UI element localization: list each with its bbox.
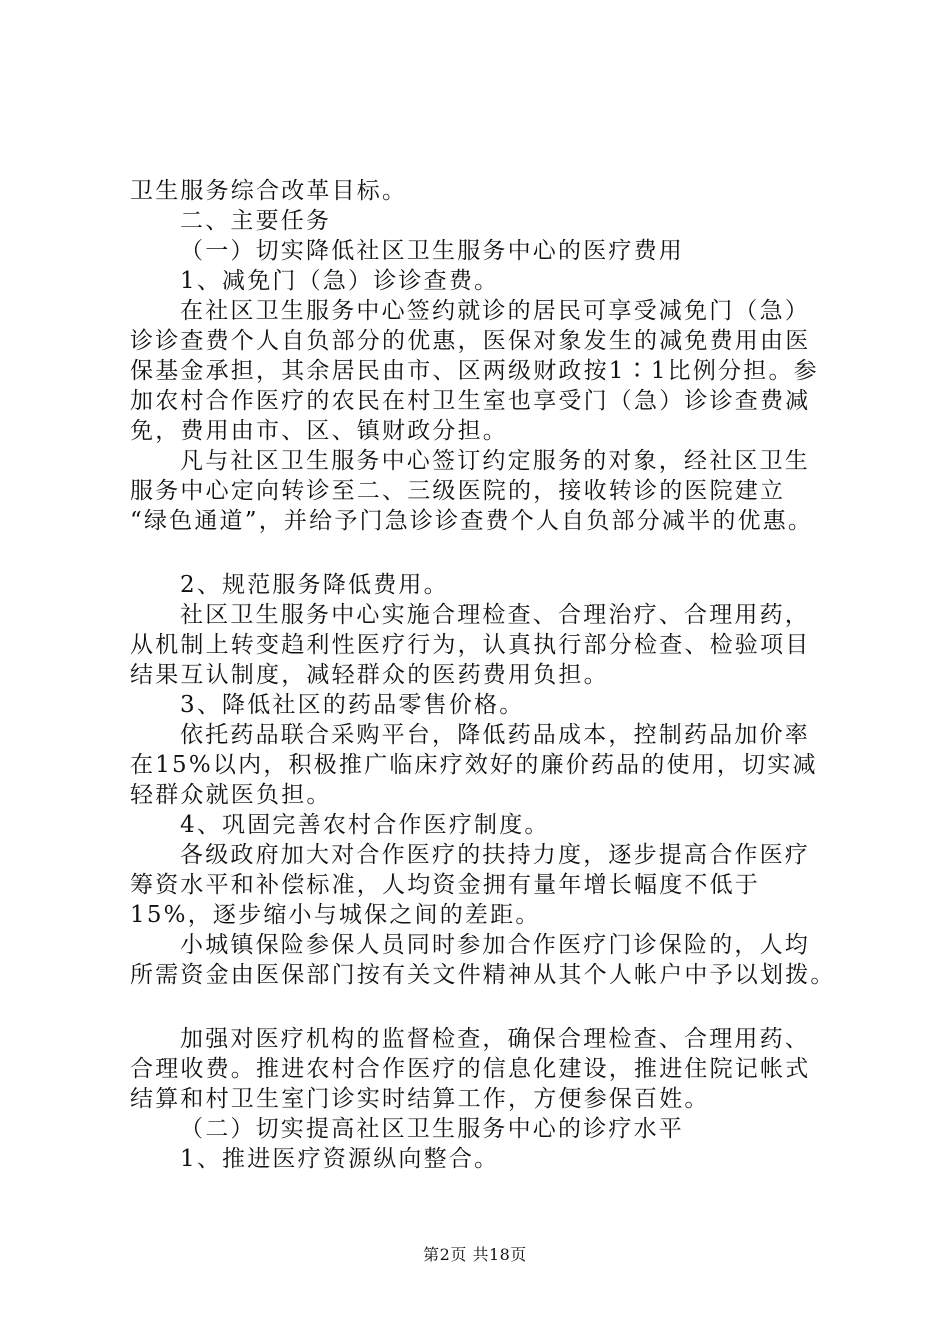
- subsection-heading: （一）切实降低社区卫生服务中心的医疗费用: [180, 238, 684, 264]
- paragraph-line: 在社区卫生服务中心签约就诊的居民可享受减免门（急）: [180, 298, 810, 324]
- document-body: [130, 176, 836, 1174]
- paragraph-line: 保基金承担，其余居民由市、区两级财政按1∶1比例分担。参: [130, 358, 819, 384]
- item-heading: 3、降低社区的药品零售价格。: [180, 692, 525, 718]
- item-heading: 4、巩固完善农村合作医疗制度。: [180, 812, 550, 838]
- item-heading: 2、规范服务降低费用。: [180, 572, 449, 598]
- paragraph-line: 筹资水平和补偿标准，人均资金拥有量年增长幅度不低于: [130, 872, 760, 898]
- paragraph-line: 服务中心定向转诊至二、三级医院的，接收转诊的医院建立: [130, 478, 786, 504]
- paragraph-line: 各级政府加大对合作医疗的扶持力度，逐步提高合作医疗: [180, 842, 810, 868]
- paragraph-line: 15%，逐步缩小与城保之间的差距。: [130, 902, 541, 928]
- paragraph-line: 所需资金由医保部门按有关文件精神从其个人帐户中予以划拨。: [130, 962, 836, 988]
- paragraph-line: 结果互认制度，减轻群众的医药费用负担。: [130, 662, 609, 688]
- paragraph-line: 卫生服务综合改革目标。: [130, 178, 408, 204]
- paragraph-line: 结算和村卫生室门诊实时结算工作，方便参保百姓。: [130, 1086, 710, 1112]
- item-heading: 1、推进医疗资源纵向整合。: [180, 1146, 500, 1172]
- section-heading: 二、主要任务: [180, 208, 332, 234]
- page-footer: 第2页 共18页: [423, 1245, 527, 1264]
- paragraph-line: 在15%以内，积极推广临床疗效好的廉价药品的使用，切实减: [130, 752, 818, 778]
- paragraph-line: “绿色通道”，并给予门急诊诊查费个人自负部分减半的优惠。: [130, 508, 814, 534]
- paragraph-line: 从机制上转变趋利性医疗行为，认真执行部分检查、检验项目: [130, 632, 811, 658]
- paragraph-line: 凡与社区卫生服务中心签订约定服务的对象，经社区卫生: [180, 448, 810, 474]
- paragraph-line: 小城镇保险参保人员同时参加合作医疗门诊保险的，人均: [180, 932, 810, 958]
- subsection-heading: （二）切实提高社区卫生服务中心的诊疗水平: [180, 1116, 684, 1142]
- paragraph-gap: [130, 990, 830, 1024]
- paragraph-line: 轻群众就医负担。: [130, 782, 332, 808]
- paragraph-line: 社区卫生服务中心实施合理检查、合理治疗、合理用药，: [180, 602, 810, 628]
- paragraph-line: 合理收费。推进农村合作医疗的信息化建设，推进住院记帐式: [130, 1056, 811, 1082]
- paragraph-line: 依托药品联合采购平台，降低药品成本，控制药品加价率: [180, 722, 810, 748]
- paragraph-line: 免，费用由市、区、镇财政分担。: [130, 418, 508, 444]
- paragraph-gap: [130, 536, 830, 570]
- paragraph-line: 加农村合作医疗的农民在村卫生室也享受门（急）诊诊查费减: [130, 388, 811, 414]
- paragraph-line: 加强对医疗机构的监督检查，确保合理检查、合理用药、: [180, 1026, 810, 1052]
- item-heading: 1、减免门（急）诊诊查费。: [180, 268, 500, 294]
- paragraph-line: 诊诊查费个人自负部分的优惠，医保对象发生的减免费用由医: [130, 328, 811, 354]
